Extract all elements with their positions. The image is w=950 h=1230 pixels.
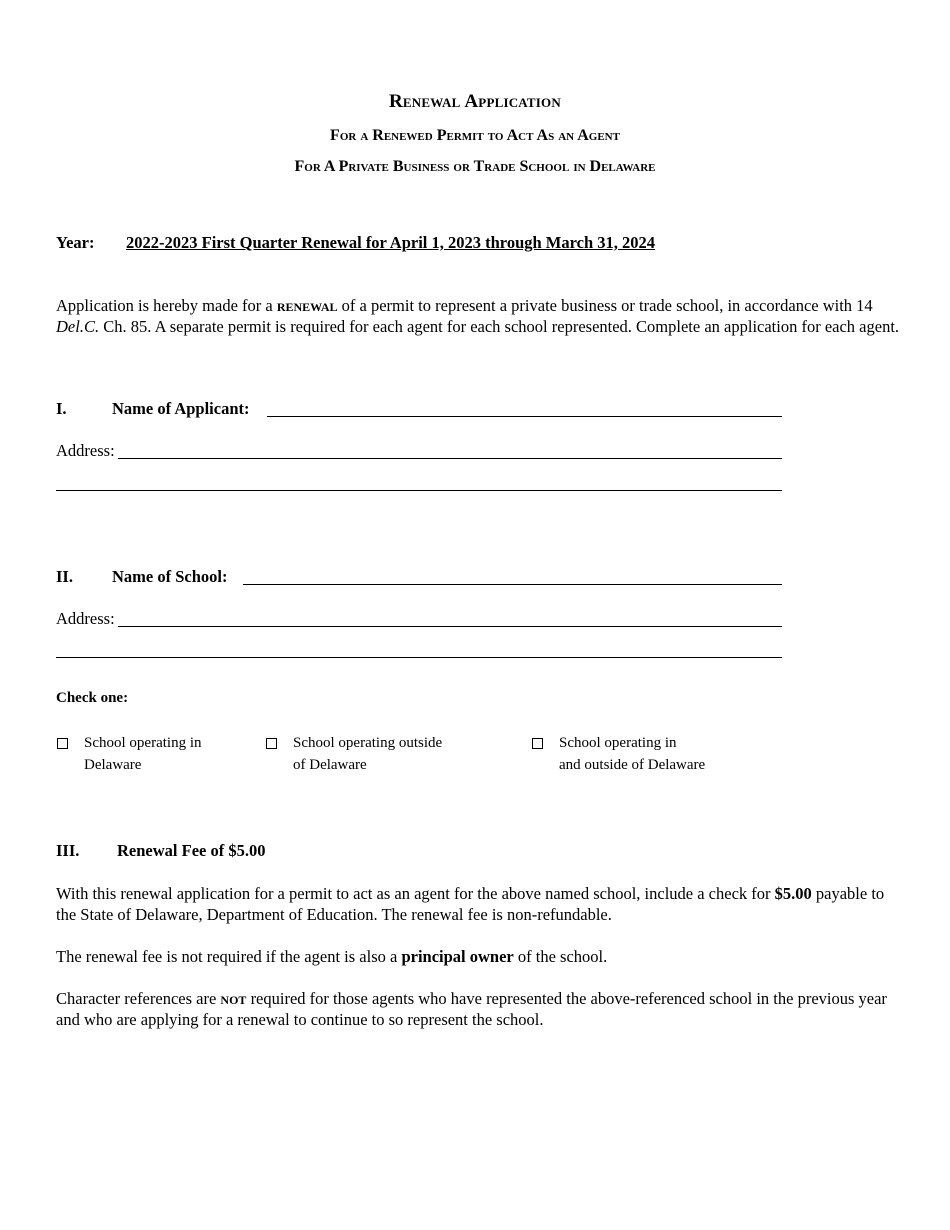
- applicant-address-field-2[interactable]: [56, 490, 782, 491]
- option-outside-delaware-label: [293, 732, 442, 776]
- not-word: not: [220, 989, 247, 1008]
- school-name-field[interactable]: [243, 584, 782, 585]
- fee-text-2: payable to the State of Delaware, Department of Education. The renewal fee is non-refundable.: [56, 884, 885, 924]
- owner-text-1: The renewal fee is not required if the agent is also a: [56, 947, 402, 966]
- principal-owner-paragraph: [56, 946, 901, 967]
- checkbox-outside-delaware[interactable]: [266, 738, 277, 749]
- year-value: 2022-2023 First Quarter Renewal for April 1, 2023 through March 31, 2024: [126, 233, 656, 252]
- school-address-field-2[interactable]: [56, 657, 782, 658]
- option-3-line-2: and outside of Delaware: [559, 757, 706, 773]
- code-citation: Del.C.: [56, 317, 100, 336]
- check-one-label: Check one:: [56, 690, 129, 706]
- intro-text-3: Ch. 85. A separate permit is required for each agent for each school represented. Complete an application for each agent.: [99, 317, 900, 336]
- school-address-label: Address:: [56, 609, 115, 628]
- option-in-delaware-label: [84, 732, 201, 776]
- section-3-number: III.: [56, 841, 80, 860]
- fee-text-1: With this renewal application for a permit to act as an agent for the above named school, include a check for: [56, 884, 775, 903]
- document-title: Renewal Application: [389, 91, 561, 112]
- document-subtitle-1: For a Renewed Permit to Act As an Agent: [330, 127, 620, 144]
- option-2-line-1: School operating outside: [293, 735, 443, 751]
- intro-text-2: of a permit to represent a private business or trade school, in accordance with 14: [337, 296, 873, 315]
- fee-amount: $5.00: [774, 884, 812, 903]
- principal-owner-term: principal owner: [401, 947, 514, 966]
- applicant-address-label: Address:: [56, 441, 115, 460]
- references-text-1: Character references are: [56, 989, 221, 1008]
- applicant-name-field[interactable]: [267, 416, 782, 417]
- intro-paragraph: [56, 295, 901, 337]
- fee-paragraph: [56, 883, 901, 925]
- option-1-line-1: School operating in: [84, 735, 202, 751]
- option-2-line-2: of Delaware: [293, 757, 367, 773]
- checkbox-in-delaware[interactable]: [57, 738, 68, 749]
- section-1-number: I.: [56, 399, 67, 418]
- references-paragraph: [56, 988, 901, 1030]
- school-address-field-1[interactable]: [118, 626, 782, 627]
- owner-text-2: of the school.: [513, 947, 608, 966]
- year-label: Year:: [56, 233, 95, 252]
- document-subtitle-2: For A Private Business or Trade School in Delaware: [294, 158, 656, 175]
- intro-text-1: Application is hereby made for a: [56, 296, 277, 315]
- renewal-word: renewal: [276, 296, 338, 315]
- option-1-line-2: Delaware: [84, 757, 142, 773]
- applicant-address-field-1[interactable]: [118, 458, 782, 459]
- checkbox-in-and-outside-delaware[interactable]: [532, 738, 543, 749]
- section-2-number: II.: [56, 567, 73, 586]
- option-in-and-outside-label: [559, 732, 705, 776]
- section-3-title: Renewal Fee of $5.00: [117, 841, 266, 860]
- section-1-title: Name of Applicant:: [112, 399, 250, 418]
- section-2-title: Name of School:: [112, 567, 228, 586]
- references-text-2: required for those agents who have represented the above-referenced school in the previous year and who are applying for a renewal to continue to so represent the school.: [56, 989, 887, 1029]
- option-3-line-1: School operating in: [559, 735, 677, 751]
